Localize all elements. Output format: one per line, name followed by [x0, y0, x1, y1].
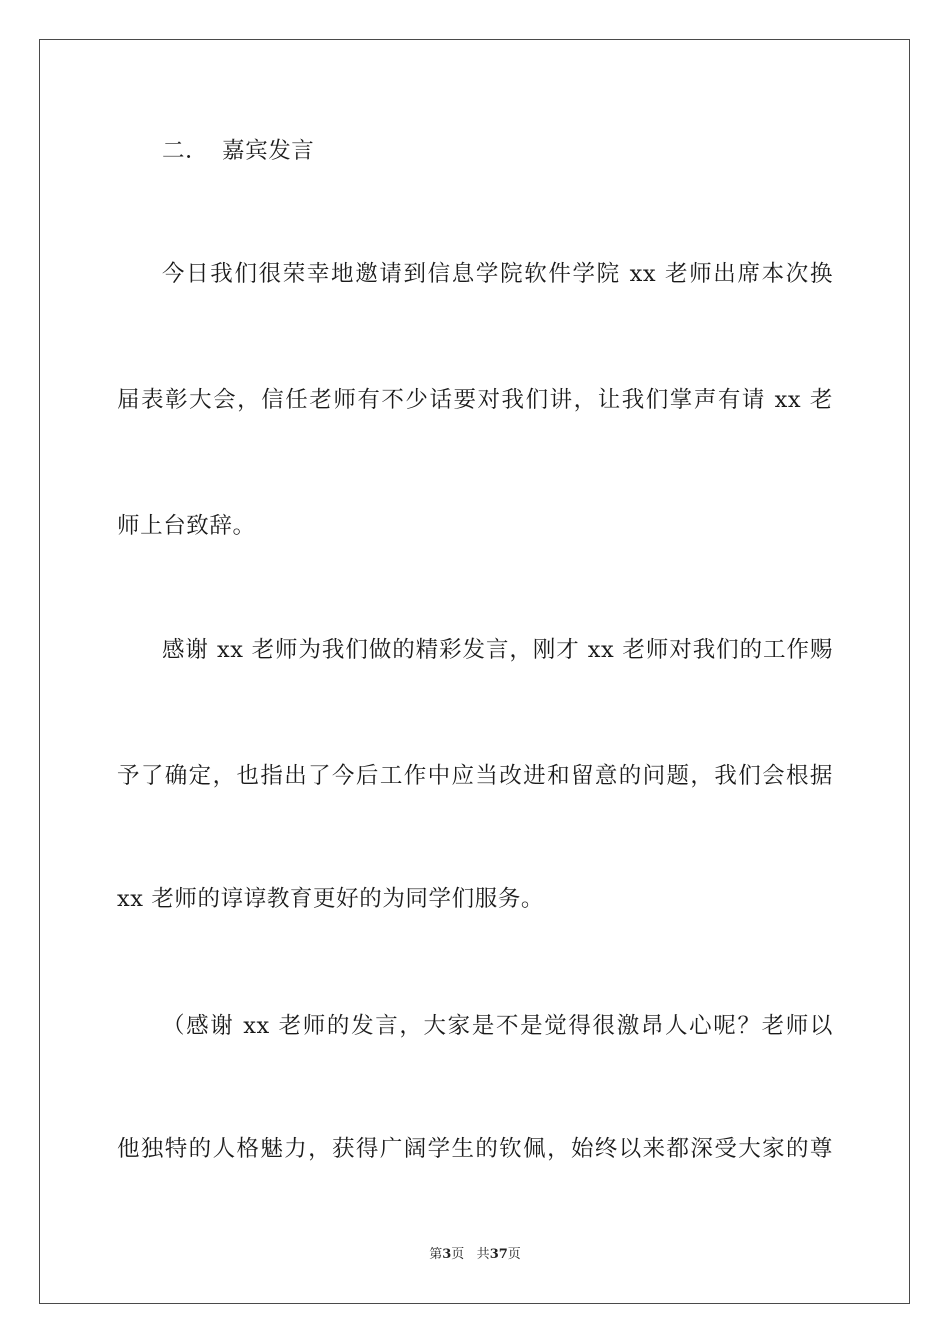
section-heading — [162, 136, 833, 166]
total-prefix: 共 — [476, 1247, 490, 1262]
paragraph-2-line-2: 予了确定，也指出了今后工作中应当改进和留意的问题，我们会根据 — [117, 763, 833, 789]
paragraph-3-line-1: （感谢 xx 老师的发言，大家是不是觉得很激昂人心呢？老师以 — [162, 1013, 833, 1039]
page-prefix: 第 — [429, 1247, 443, 1262]
page-footer — [0, 1246, 950, 1264]
page-number: 3 — [442, 1247, 452, 1262]
section-title: 嘉宾发言 — [222, 138, 315, 164]
paragraph-3-line-2: 他独特的人格魅力，获得广阔学生的钦佩，始终以来都深受大家的尊 — [117, 1136, 833, 1162]
page-border — [39, 39, 910, 1304]
paragraph-2-line-3: xx 老师的谆谆教育更好的为同学们服务。 — [117, 886, 545, 912]
page-suffix: 页 — [451, 1247, 465, 1262]
total-pages: 37 — [489, 1247, 508, 1262]
paragraph-1-line-3: 师上台致辞。 — [117, 513, 256, 539]
paragraph-1-line-1: 今日我们很荣幸地邀请到信息学院软件学院 xx 老师出席本次换 — [162, 261, 833, 287]
paragraph-1-line-2: 届表彰大会，信任老师有不少话要对我们讲，让我们掌声有请 xx 老 — [117, 387, 833, 413]
section-number: 二． — [162, 138, 209, 164]
paragraph-2-line-1: 感谢 xx 老师为我们做的精彩发言，刚才 xx 老师对我们的工作赐 — [162, 637, 833, 663]
total-suffix: 页 — [507, 1247, 521, 1262]
